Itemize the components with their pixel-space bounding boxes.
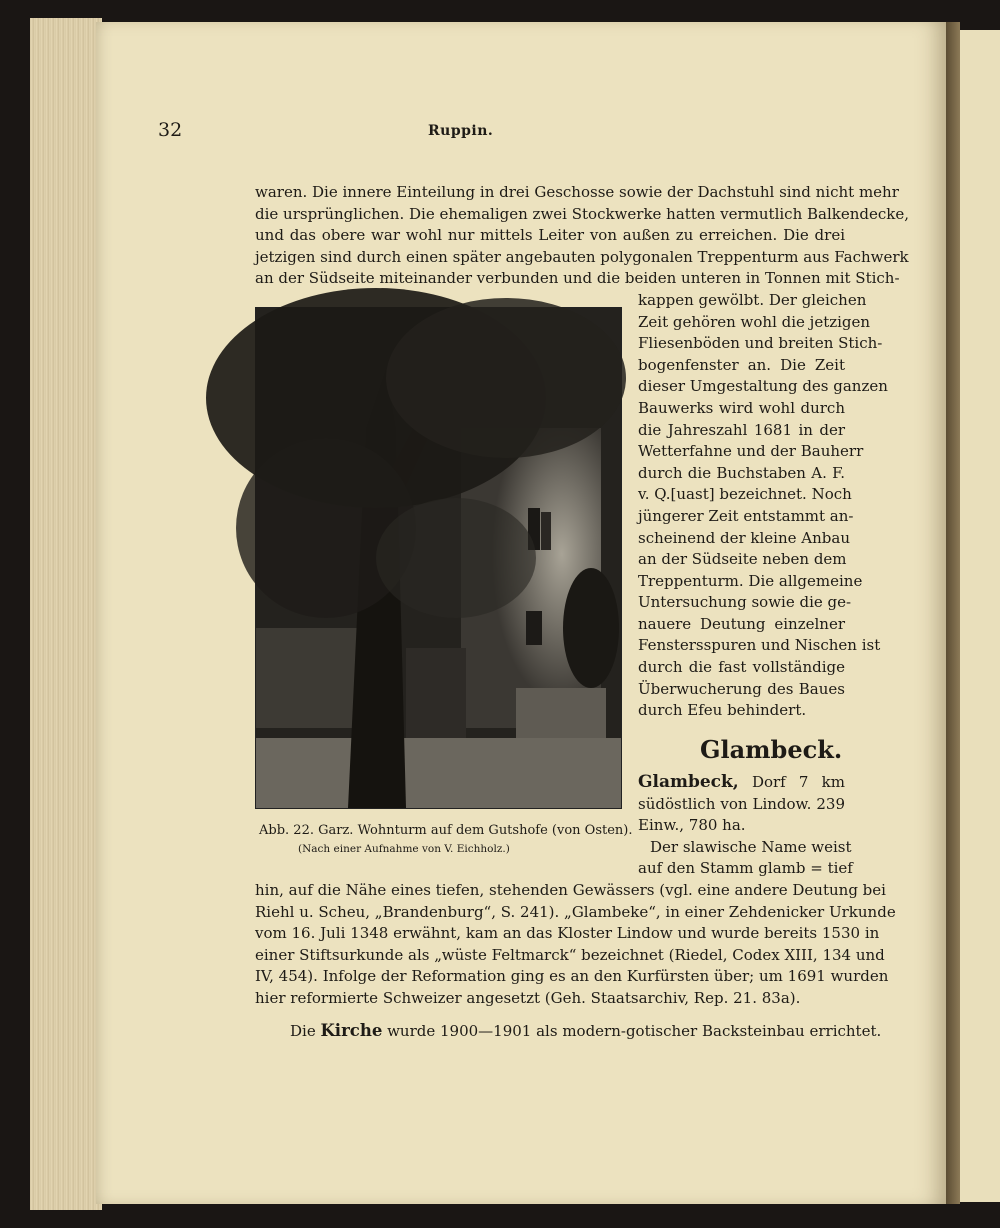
text-line: jüngerer Zeit entstammt an- <box>638 506 854 525</box>
book-page-edges <box>30 18 102 1210</box>
text-line: Überwucherung des Baues <box>638 679 845 698</box>
text-line: nauere Deutung einzelner <box>638 614 845 633</box>
text-line: die ursprünglichen. Die ehemaligen zwei Stockwerke hatten vermutlich Balkendecke, <box>255 204 910 223</box>
text-line: dieser Umgestaltung des ganzen <box>638 377 888 396</box>
tower-photo-illustration <box>256 308 621 808</box>
tower-photograph <box>255 307 622 809</box>
text-line <box>638 772 845 794</box>
text-line: jetzigen sind durch einen später angebauten polygonalen Treppenturm aus Fachwerk <box>255 247 909 266</box>
text-line: durch Efeu behindert. <box>638 701 807 720</box>
text-fragment: wurde 1900—1901 als modern-gotischer Backsteinbau errichtet. <box>382 1022 882 1040</box>
text-line: Der slawische Name weist <box>650 837 852 856</box>
paragraph-glambeck <box>255 772 896 1010</box>
text-line: vom 16. Juli 1348 erwähnt, kam an das Kloster Lindow und wurde bereits 1530 in <box>255 924 880 943</box>
text-line: Riehl u. Scheu, „Brandenburg“, S. 241). „Glambeke“, in einer Zehdenicker Urkunde <box>255 902 896 921</box>
text-line: hier reformierte Schweizer angesetzt (Geh. Staatsarchiv, Rep. 21. 83a). <box>255 988 801 1007</box>
text-line: auf den Stamm glamb = tief <box>638 859 853 878</box>
text-line: südöstlich von Lindow. 239 <box>638 794 845 813</box>
figure-caption: Abb. 22. Garz. Wohnturm auf dem Gutshofe (von Osten). <box>259 823 633 838</box>
text-line: an der Südseite miteinander verbunden und die beiden unteren in Tonnen mit Stich- <box>255 269 900 288</box>
page-number: 32 <box>158 119 183 141</box>
text-line: kappen gewölbt. Der gleichen <box>638 290 867 309</box>
section-heading: Glambeck. <box>700 735 843 764</box>
text-fragment: Die <box>290 1022 321 1040</box>
text-line: an der Südseite neben dem <box>638 550 847 569</box>
text-line: bogenfenster an. Die Zeit <box>638 355 845 374</box>
text-line: durch die fast vollständige <box>638 658 845 677</box>
text-line: die Jahreszahl 1681 in der <box>638 420 845 439</box>
text-line: hin, auf die Nähe eines tiefen, stehenden Gewässers (vgl. eine andere Deutung bei <box>255 880 886 899</box>
text-line: Zeit gehören wohl die jetzigen <box>638 312 871 331</box>
text-line: Treppenturm. Die allgemeine <box>638 571 863 590</box>
text-line: IV, 454). Infolge der Reformation ging es an den Kurfürsten über; um 1691 wurden <box>255 967 889 986</box>
text-line: Fenstersspuren und Nischen ist <box>638 636 881 655</box>
text-line: und das obere war wohl nur mittels Leiter von außen zu erreichen. Die drei <box>255 226 845 245</box>
text-line: Einw., 780 ha. <box>638 816 746 835</box>
church-sentence <box>290 1021 881 1040</box>
running-header: Ruppin. <box>428 123 494 139</box>
text-line: einer Stiftsurkunde als „wüste Feltmarck“ bezeichnet (Riedel, Codex XIII, 134 und <box>255 945 885 964</box>
text-line: v. Q.[uast] bezeichnet. Noch <box>638 485 852 504</box>
lead-word: Glambeck, <box>638 772 739 792</box>
text-fragment: Dorf 7 km <box>738 773 845 791</box>
text-line: durch die Buchstaben A. F. <box>638 463 845 482</box>
text-line: Untersuchung sowie die ge- <box>638 593 852 612</box>
text-line: waren. Die innere Einteilung in drei Geschosse sowie der Dachstuhl sind nicht mehr <box>255 183 899 201</box>
next-page-edge <box>960 30 1000 1202</box>
figure-credit: (Nach einer Aufnahme von V. Eichholz.) <box>298 843 510 855</box>
book-gutter <box>946 22 960 1204</box>
text-line: scheinend der kleine Anbau <box>638 528 850 547</box>
text-line: Wetterfahne und der Bauherr <box>638 442 864 461</box>
text-line: Fliesenböden und breiten Stich- <box>638 334 883 353</box>
text-line: Bauwerks wird wohl durch <box>638 398 845 417</box>
church-keyword: Kirche <box>320 1021 383 1040</box>
